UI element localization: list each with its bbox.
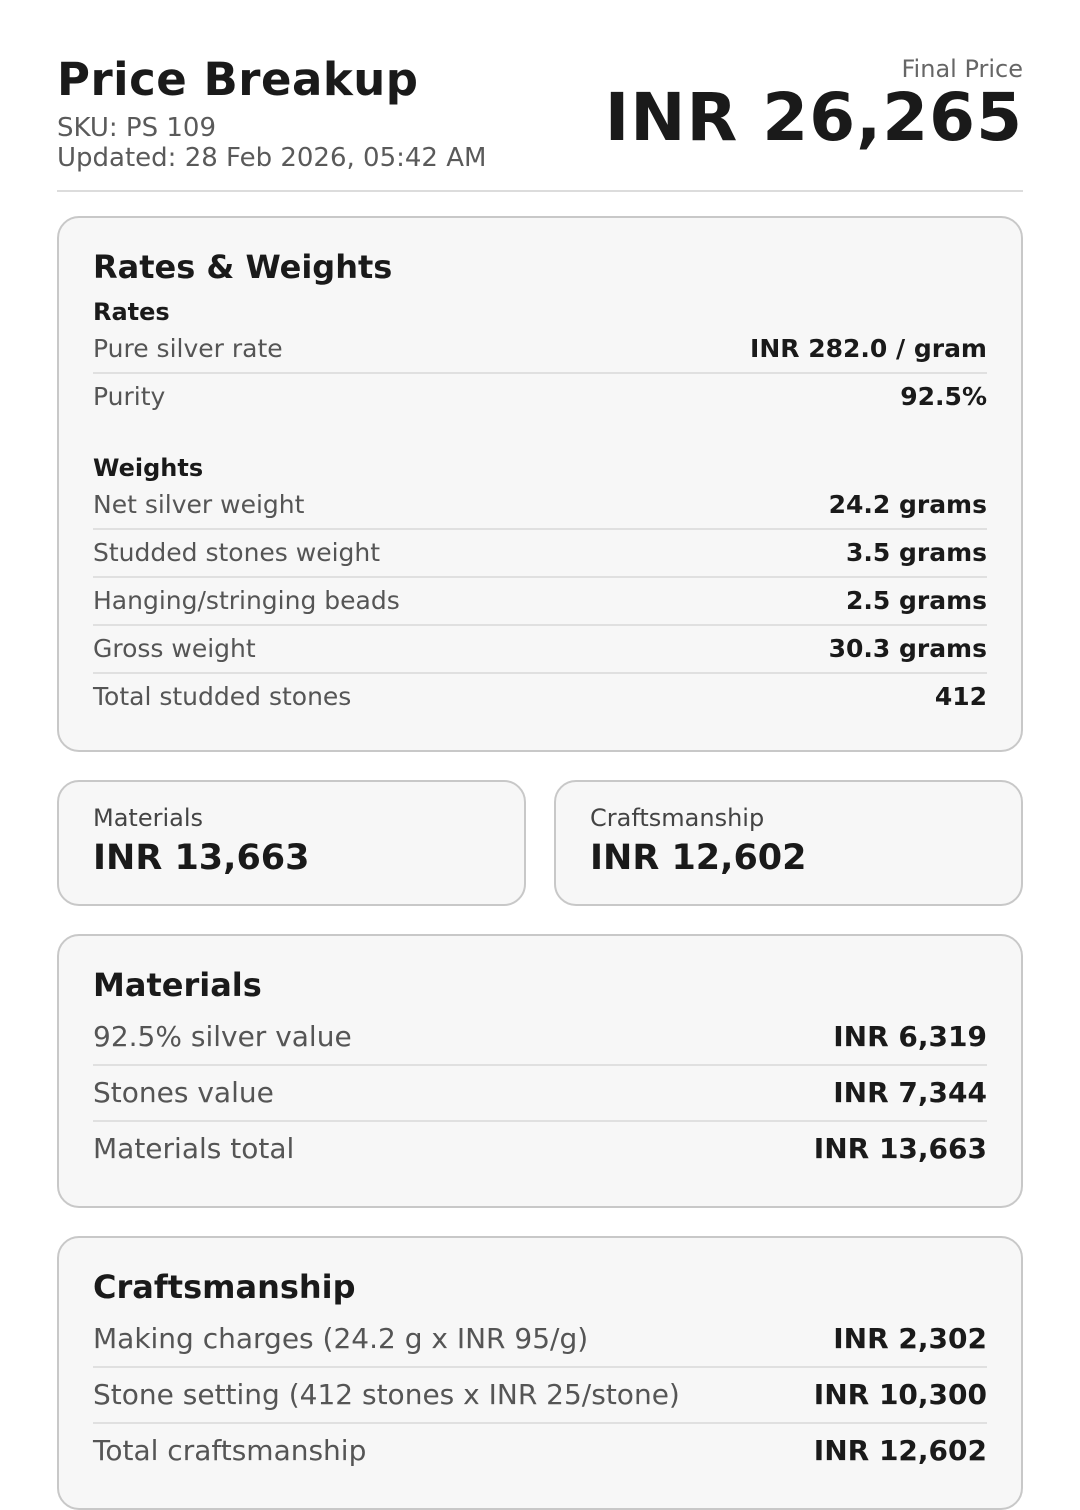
summary-value: INR 13,663 [93, 837, 310, 878]
table-row [93, 374, 987, 420]
rates-section-title: Rates [93, 297, 170, 326]
row-label: Pure silver rate [93, 333, 283, 363]
final-price-label: Final Price [901, 55, 1023, 83]
sku-text: SKU: PS 109 [57, 112, 216, 143]
table-row [93, 1312, 987, 1368]
row-label: Purity [93, 381, 166, 411]
summary-value: INR 12,602 [590, 837, 807, 878]
row-value: INR 12,602 [813, 1433, 987, 1467]
row-label: Total craftsmanship [93, 1433, 367, 1467]
table-row [93, 1424, 987, 1478]
header [57, 55, 1023, 192]
materials-card [57, 934, 1023, 1208]
row-label: 92.5% silver value [93, 1019, 352, 1053]
row-value: 2.5 grams [845, 585, 987, 615]
row-value: INR 2,302 [833, 1321, 987, 1355]
summary-label: Materials [93, 803, 204, 832]
row-value: INR 13,663 [813, 1131, 987, 1165]
row-value: 24.2 grams [828, 489, 987, 519]
summary-grid [57, 780, 1023, 906]
row-value: INR 7,344 [833, 1075, 987, 1109]
updated-text: Updated: 28 Feb 2026, 05:42 AM [57, 143, 487, 174]
materials-summary-card [57, 780, 526, 906]
summary-label: Craftsmanship [590, 803, 765, 832]
row-value: 3.5 grams [845, 537, 987, 567]
row-label: Gross weight [93, 633, 256, 663]
table-row [93, 1122, 987, 1176]
table-row [93, 326, 987, 374]
craftsmanship-summary-card [554, 780, 1023, 906]
row-label: Net silver weight [93, 489, 305, 519]
row-label: Total studded stones [93, 681, 352, 711]
page-title: Price Breakup [57, 53, 419, 106]
row-label: Stones value [93, 1075, 274, 1109]
row-value: 92.5% [900, 381, 987, 411]
table-row [93, 1066, 987, 1122]
craftsmanship-card [57, 1236, 1023, 1510]
row-label: Materials total [93, 1131, 295, 1165]
header-right [604, 55, 1023, 156]
table-row [93, 530, 987, 578]
row-label: Making charges (24.2 g x INR 95/g) [93, 1321, 589, 1355]
final-price-value: INR 26,265 [604, 79, 1023, 156]
table-row [93, 482, 987, 530]
table-row [93, 1368, 987, 1424]
table-row [93, 626, 987, 674]
row-label: Stone setting (412 stones x INR 25/stone) [93, 1377, 680, 1411]
rates-weights-title: Rates & Weights [93, 247, 393, 286]
row-value: INR 6,319 [833, 1019, 987, 1053]
row-label: Hanging/stringing beads [93, 585, 400, 615]
row-value: INR 10,300 [813, 1377, 987, 1411]
row-value: 412 [934, 681, 987, 711]
row-value: 30.3 grams [828, 633, 987, 663]
table-row [93, 1010, 987, 1066]
table-row [93, 674, 987, 720]
row-label: Studded stones weight [93, 537, 381, 567]
header-left [57, 55, 605, 174]
table-row [93, 578, 987, 626]
craftsmanship-title: Craftsmanship [93, 1267, 356, 1306]
materials-title: Materials [93, 965, 262, 1004]
weights-section-title: Weights [93, 453, 204, 482]
rates-weights-card [57, 216, 1023, 752]
row-value: INR 282.0 / gram [750, 333, 987, 363]
